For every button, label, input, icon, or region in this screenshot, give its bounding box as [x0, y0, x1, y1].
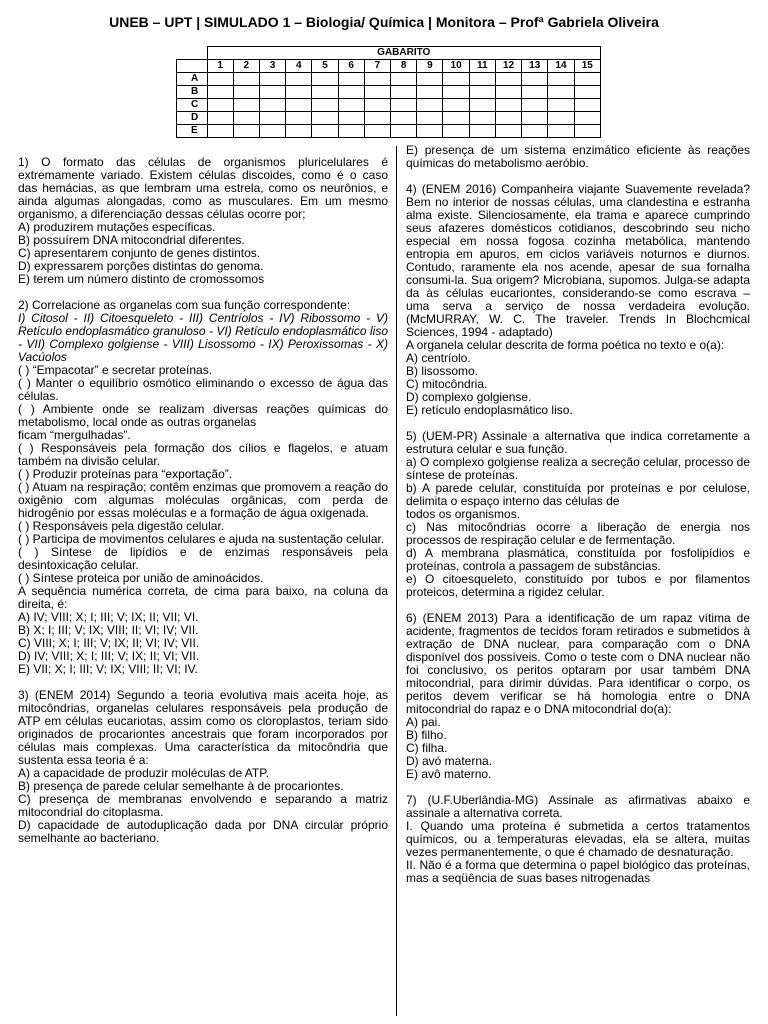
text-line: ( ) Atuam na respiração; contêm enzimas que promovem a reação do oxigênio com algumas moléculas orgânicas, com perda de hidrogênio por essas moléculas e a formação de água oxigenada.	[18, 480, 388, 520]
grid-corner	[177, 47, 208, 60]
answer-cell[interactable]	[495, 73, 521, 86]
text-line: E) presença de um sistema enzimático eficiente às reações químicas do metabolismo aeróbio.	[406, 143, 750, 170]
grid-row-label: E	[177, 125, 208, 138]
grid-column-header: 1	[207, 60, 233, 73]
text-line: ficam “mergulhadas”.	[18, 428, 131, 442]
grid-column-header: 13	[522, 60, 548, 73]
answer-cell[interactable]	[207, 86, 233, 99]
text-line: D) complexo golgiense.	[406, 390, 532, 404]
answer-cell[interactable]	[391, 112, 417, 125]
answer-cell[interactable]	[364, 86, 390, 99]
text-line: C) VIII; X; I; III; V; IX; II; VI; IV; VII.	[18, 636, 200, 650]
grid-column-header: 6	[338, 60, 364, 73]
text-line: A sequência numérica correta, de cima para baixo, na coluna da direita, é:	[18, 584, 388, 611]
answer-cell[interactable]	[495, 112, 521, 125]
text-line: 7) (U.F.Uberlândia-MG) Assinale as afirmativas abaixo e assinale a alternativa correta.	[406, 793, 750, 820]
text-line: B) presença de parede celular semelhante à de procariontes.	[18, 779, 344, 793]
answer-cell[interactable]	[233, 112, 259, 125]
text-line: B) possuírem DNA mitocondrial diferentes.	[18, 233, 245, 247]
answer-grid	[176, 46, 601, 138]
text-line: 3) (ENEM 2014) Segundo a teoria evolutiva mais aceita hoje, as mitocôndrias, organelas celulares responsáveis pela produção de ATP em células eucariotas, assim como os cloroplastos, teriam sido originados de procariontes ancestrais que foram incorporados por células mais complexas. Uma característica da mitocôndria que sustenta essa teoria é a:	[18, 688, 388, 767]
text-line: II. Não é a forma que determina o papel biológico das proteínas, mas a seqüência de suas bases nitrogenadas	[406, 858, 750, 885]
answer-cell[interactable]	[312, 73, 338, 86]
answer-cell[interactable]	[207, 112, 233, 125]
text-line: D) expressarem porções distintas do genoma.	[18, 259, 264, 273]
text-line: B) filho.	[406, 728, 447, 742]
answer-cell[interactable]	[469, 73, 495, 86]
answer-cell[interactable]	[522, 112, 548, 125]
answer-cell[interactable]	[548, 86, 574, 99]
text-line: ( ) Ambiente onde se realizam diversas reações químicas do metabolismo, local onde as outras organelas	[18, 402, 388, 429]
answer-cell[interactable]	[495, 99, 521, 112]
text-line: A) a capacidade de produzir moléculas de ATP.	[18, 766, 270, 780]
answer-cell[interactable]	[574, 99, 600, 112]
text-line: 2) Correlacione as organelas com sua função correspondente:	[18, 298, 351, 312]
text-line: A) produzirem mutações específicas.	[18, 220, 216, 234]
text-line: ( ) Manter o equilíbrio osmótico eliminando o excesso de água das células.	[18, 376, 388, 403]
answer-cell[interactable]	[338, 73, 364, 86]
answer-cell[interactable]	[574, 125, 600, 138]
text-line: E) terem um número distinto de cromossomos	[18, 272, 265, 286]
answer-cell[interactable]	[259, 73, 285, 86]
answer-cell[interactable]	[469, 112, 495, 125]
answer-cell[interactable]	[364, 112, 390, 125]
answer-cell[interactable]	[548, 99, 574, 112]
grid-column-header: 3	[259, 60, 285, 73]
text-line: ( ) Síntese proteica por união de aminoácidos.	[18, 571, 264, 585]
answer-cell[interactable]	[417, 112, 443, 125]
page-title: UNEB – UPT | SIMULADO 1 – Biologia/ Química | Monitora – Profª Gabriela Oliveira	[109, 14, 659, 30]
answer-cell[interactable]	[548, 112, 574, 125]
text-line: ( ) “Empacotar” e secretar proteínas.	[18, 363, 213, 377]
text-line: d) A membrana plasmática, constituída por fosfolipídios e proteínas, controla a passagem de substâncias.	[406, 546, 750, 573]
answer-cell[interactable]	[574, 112, 600, 125]
grid-column-header: 2	[233, 60, 259, 73]
text-line: C) apresentarem conjunto de genes distintos.	[18, 246, 261, 260]
answer-cell[interactable]	[469, 99, 495, 112]
answer-cell[interactable]	[548, 125, 574, 138]
answer-cell[interactable]	[574, 73, 600, 86]
answer-cell[interactable]	[469, 125, 495, 138]
answer-cell[interactable]	[286, 86, 312, 99]
answer-cell[interactable]	[233, 99, 259, 112]
answer-cell[interactable]	[312, 112, 338, 125]
grid-column-header: 14	[548, 60, 574, 73]
answer-cell[interactable]	[522, 125, 548, 138]
grid-column-header: 10	[443, 60, 469, 73]
answer-cell[interactable]	[233, 86, 259, 99]
answer-cell[interactable]	[312, 86, 338, 99]
answer-cell[interactable]	[469, 86, 495, 99]
column-divider	[396, 146, 397, 1016]
text-line: I. Quando uma proteína é submetida a certos tratamentos químicos, ou a temperaturas elevadas, ela se altera, muitas vezes permanentemente, o que é chamado de desnaturação.	[406, 819, 750, 859]
answer-cell[interactable]	[364, 73, 390, 86]
answer-cell[interactable]	[259, 125, 285, 138]
grid-row-label: D	[177, 112, 208, 125]
answer-cell[interactable]	[443, 73, 469, 86]
answer-cell[interactable]	[548, 73, 574, 86]
answer-cell[interactable]	[259, 86, 285, 99]
text-line: ( ) Responsáveis pela formação dos cílios e flagelos, e atuam também na divisão celular.	[18, 441, 388, 468]
text-line: e) O citoesqueleto, constituído por tubos e por filamentos proteicos, determina a rigidez celular.	[406, 572, 750, 599]
answer-cell[interactable]	[522, 73, 548, 86]
answer-cell[interactable]	[574, 86, 600, 99]
answer-cell[interactable]	[417, 99, 443, 112]
text-line: A) IV; VIII; X; I; III; V; IX; II; VII; VI.	[18, 610, 199, 624]
answer-cell[interactable]	[286, 125, 312, 138]
text-line: C) mitocôndria.	[406, 377, 488, 391]
answer-cell[interactable]	[522, 86, 548, 99]
grid-column-header: 8	[391, 60, 417, 73]
text-line: C) presença de membranas envolvendo e separando a matriz mitocondrial do citoplasma.	[18, 792, 388, 819]
right-column	[406, 144, 750, 885]
answer-cell[interactable]	[338, 99, 364, 112]
answer-cell[interactable]	[338, 86, 364, 99]
grid-column-header: 11	[469, 60, 495, 73]
text-line: A) pai.	[406, 715, 441, 729]
answer-cell[interactable]	[338, 112, 364, 125]
text-line: D) avó materna.	[406, 754, 493, 768]
answer-cell[interactable]	[443, 125, 469, 138]
answer-cell[interactable]	[495, 125, 521, 138]
answer-cell[interactable]	[286, 73, 312, 86]
text-line: B) lisossomo.	[406, 364, 479, 378]
grid-header-corner	[177, 60, 208, 73]
text-line: C) filha.	[406, 741, 448, 755]
answer-cell[interactable]	[312, 125, 338, 138]
answer-cell[interactable]	[522, 99, 548, 112]
grid-column-header: 4	[286, 60, 312, 73]
text-line: A) centríolo.	[406, 351, 471, 365]
grid-row-label: A	[177, 73, 208, 86]
answer-cell[interactable]	[233, 73, 259, 86]
answer-cell[interactable]	[233, 125, 259, 138]
text-line: ( ) Participa de movimentos celulares e ajuda na sustentação celular.	[18, 532, 385, 546]
answer-cell[interactable]	[364, 125, 390, 138]
answer-cell[interactable]	[207, 73, 233, 86]
grid-column-header: 15	[574, 60, 600, 73]
answer-cell[interactable]	[286, 99, 312, 112]
text-line: c) Nas mitocôndrias ocorre a liberação de energia nos processos de respiração celular e de fermentação.	[406, 520, 750, 547]
answer-cell[interactable]	[259, 99, 285, 112]
text-line: E) VII; X; I; III; V; IX; VIII; II; VI; IV.	[18, 662, 198, 676]
text-line: A organela celular descrita de forma poética no texto e o(a):	[406, 338, 725, 352]
answer-cell[interactable]	[286, 112, 312, 125]
answer-cell[interactable]	[443, 86, 469, 99]
text-line: b) A parede celular, constituída por proteínas e por celulose, delimita o espaço interno das células de	[406, 481, 750, 508]
text-line: todos os organismos.	[406, 507, 521, 521]
answer-cell[interactable]	[417, 73, 443, 86]
grid-column-header: 12	[495, 60, 521, 73]
text-line: 5) (UEM-PR) Assinale a alternativa que indica corretamente a estrutura celular e sua função.	[406, 429, 750, 456]
text-line: ( ) Síntese de lipídios e de enzimas responsáveis pela desintoxicação celular.	[18, 545, 388, 572]
answer-cell[interactable]	[312, 99, 338, 112]
left-column	[18, 156, 388, 845]
answer-cell[interactable]	[391, 125, 417, 138]
answer-cell[interactable]	[364, 99, 390, 112]
answer-cell[interactable]	[259, 112, 285, 125]
grid-column-header: 5	[312, 60, 338, 73]
text-line: 4) (ENEM 2016) Companheira viajante Suavemente revelada? Bem no interior de nossas células, uma clandestina e estranha alma existe. Silenciosamente, ela trama e aparece cumprindo seus afazeres domésticos cotidianos, descobrindo seu nicho especial em nossa fogosa cozinha metabólica, mantendo entropia em apuros, em ciclos variáveis noturnos e diurnos. Contudo, raramente ela nos acende, apesar de sua fornalha consumi-la. Sua origem? Microbiana, supomos. Julga-se adapta da às células eucariontes, considerando-se como escrava – uma serva a serviço de nossa verdadeira evolução. (McMURRAY, W. C. The traveler. Trends In Blochcmical Sciences, 1994 - adaptado)	[406, 182, 750, 339]
answer-cell[interactable]	[495, 86, 521, 99]
text-line: E) avô materno.	[406, 767, 492, 781]
text-line: a) O complexo golgiense realiza a secreção celular, processo de síntese de proteínas.	[406, 455, 750, 482]
answer-cell[interactable]	[391, 73, 417, 86]
answer-cell[interactable]	[417, 125, 443, 138]
text-line: D) IV; VIII; X; I; III; V; IX; II; VI; VII.	[18, 649, 200, 663]
grid-row-label: C	[177, 99, 208, 112]
answer-cell[interactable]	[391, 86, 417, 99]
answer-cell[interactable]	[443, 99, 469, 112]
text-line: 1) O formato das células de organismos pluricelulares é extremamente variado. Existem células discoides, como é o caso das hemácias, as que lembram uma estrela, como os neurônios, e ainda algumas alongadas, como as musculares. Em um mesmo organismo, a diferenciação dessas células ocorre por;	[18, 155, 388, 221]
answer-cell[interactable]	[443, 112, 469, 125]
grid-title: GABARITO	[207, 47, 601, 60]
text-line: B) X; I; III; V; IX; VIII; II; VI; IV; VII.	[18, 623, 199, 637]
answer-cell[interactable]	[338, 125, 364, 138]
text-line: D) capacidade de autoduplicação dada por DNA circular próprio semelhante ao bacteriano.	[18, 818, 388, 845]
answer-cell[interactable]	[417, 86, 443, 99]
grid-row-label: B	[177, 86, 208, 99]
text-line: E) retículo endoplasmático liso.	[406, 403, 573, 417]
text-line: ( ) Produzir proteínas para “exportação”.	[18, 467, 233, 481]
text-line: I) Citosol - II) Citoesqueleto - III) Centríolos - IV) Ribossomo - V) Retículo endoplasmático granuloso - VI) Retículo endoplasmático liso - VII) Complexo golgiense - VIII) Lisossomo - IX) Peroxissomas - X) Vacúolos	[18, 311, 388, 364]
grid-column-header: 7	[364, 60, 390, 73]
text-line: ( ) Responsáveis pela digestão celular.	[18, 519, 225, 533]
answer-cell[interactable]	[207, 99, 233, 112]
answer-cell[interactable]	[391, 99, 417, 112]
grid-column-header: 9	[417, 60, 443, 73]
text-line: 6) (ENEM 2013) Para a identificação de um rapaz vítima de acidente, fragmentos de tecidos foram retirados e submetidos à extração de DNA nuclear, para comparação com o DNA disponível dos possíveis. Como o teste com o DNA nuclear não foi conclusivo, os peritos optaram por usar também DNA mitocondrial, para dirimir dúvidas. Para identificar o corpo, os peritos devem verificar se há homologia entre o DNA mitocondrial do rapaz e o DNA mitocondrial do(a):	[406, 611, 750, 716]
answer-cell[interactable]	[207, 125, 233, 138]
